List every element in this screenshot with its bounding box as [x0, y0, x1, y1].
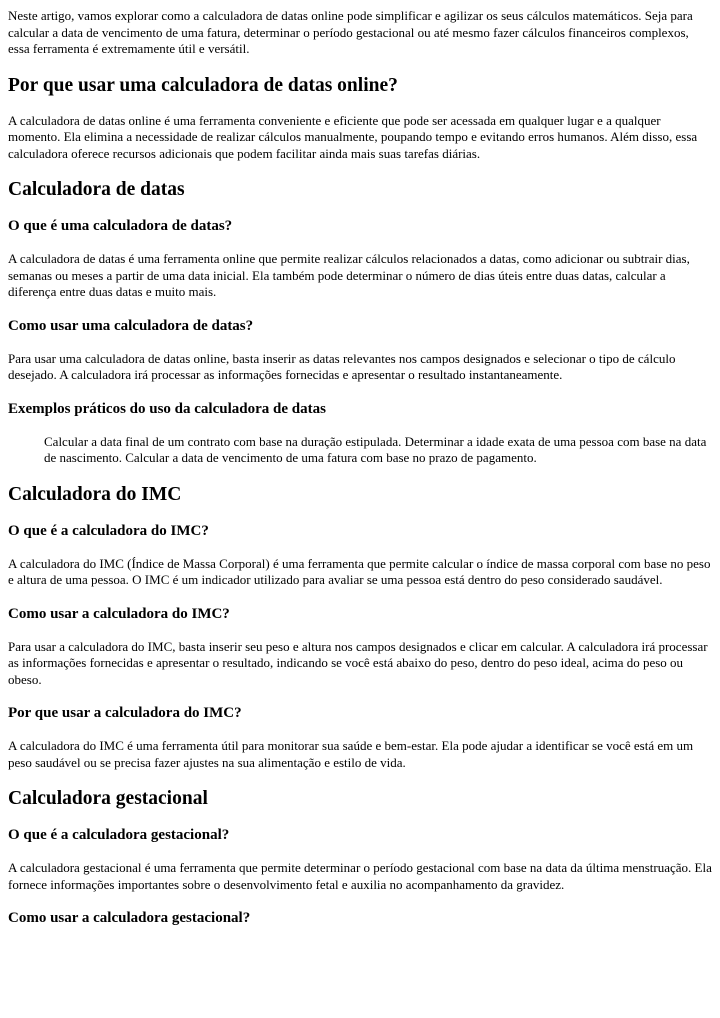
paragraph-what-gestational: A calculadora gestacional é uma ferramenta que permite determinar o período gestacional com base na data da última menstruação. Ela fornece informações importantes sobre o desenvolvimento fetal e auxilia no acompanhamento da gravidez. — [8, 860, 712, 892]
paragraph-why-online: A calculadora de datas online é uma ferramenta conveniente e eficiente que pode ser acessada em qualquer lugar e a qualquer momento. Ela elimina a necessidade de realizar cálculos manualmente, poupando tempo e evitando erros humanos. Além disso, essa calculadora oferece recursos adicionais que podem facilitar ainda mais suas tarefas diárias. — [8, 112, 698, 161]
paragraph-how-date-calculator: Para usar uma calculadora de datas online, basta inserir as datas relevantes nos campos designados e selecionar o tipo de cálculo desejado. A calculadora irá processar as informações fornecidas e apresentar o resultado instantaneamente. — [8, 350, 676, 382]
paragraph-what-date-calculator: A calculadora de datas é uma ferramenta online que permite realizar cálculos relacionados a datas, como adicionar ou subtrair dias, semanas ou meses a partir de uma data inicial. Ela também pode determinar o número de dias úteis entre duas datas, calcular a diferença entre duas datas e muito mais. — [8, 251, 690, 299]
subheading-what-date-calculator: O que é uma calculadora de datas? — [8, 218, 233, 234]
heading-why-online: Por que usar uma calculadora de datas online? — [8, 74, 398, 96]
heading-imc-calculator: Calculadora do IMC — [8, 483, 182, 505]
subheading-examples-date-calculator: Exemplos práticos do uso da calculadora de datas — [8, 400, 326, 417]
subheading-what-imc: O que é a calculadora do IMC? — [8, 522, 209, 539]
intro-paragraph: Neste artigo, vamos explorar como a calculadora de datas online pode simplificar e agilizar os seus cálculos matemáticos. Seja para calcular a data de vencimento de uma fatura, determinar o período gestacional ou até mesmo fazer cálculos financeiros complexos, essa ferramenta é extremamente útil e versátil. — [8, 8, 693, 56]
paragraph-why-imc: A calculadora do IMC é uma ferramenta útil para monitorar sua saúde e bem-estar. Ela pode ajudar a identificar se você está em um peso saudável ou se precisa fazer ajustes na sua alimentação e estilo de vida. — [8, 738, 694, 770]
subheading-how-date-calculator: Como usar uma calculadora de datas? — [8, 317, 254, 334]
subheading-how-gestational: Como usar a calculadora gestacional? — [8, 910, 251, 926]
heading-date-calculator: Calculadora de datas — [8, 179, 185, 200]
heading-gestational-calculator: Calculadora gestacional — [8, 788, 208, 809]
paragraph-what-imc: A calculadora do IMC (Índice de Massa Corporal) é uma ferramenta que permite calcular o índice de massa corporal com base no peso e altura de uma pessoa. O IMC é um indicador utilizado para avaliar se uma pessoa está dentro do peso considerado saudável. — [8, 555, 711, 587]
subheading-how-imc: Como usar a calculadora do IMC? — [8, 605, 230, 622]
subheading-what-gestational: O que é a calculadora gestacional? — [8, 827, 230, 843]
subheading-why-imc: Por que usar a calculadora do IMC? — [8, 705, 242, 721]
paragraph-how-imc: Para usar a calculadora do IMC, basta inserir seu peso e altura nos campos designados e clicar em calcular. A calculadora irá processar as informações fornecidas e apresentar o resultado, indicando se você está abaixo do peso, dentro do peso ideal, acima do peso ou obeso. — [8, 638, 708, 687]
blockquote-examples: Calcular a data final de um contrato com base na duração estipulada. Determinar a idade exata de uma pessoa com base na data de nascimento. Calcular a data de vencimento de uma fatura com base no prazo de pagamento. — [44, 433, 707, 465]
